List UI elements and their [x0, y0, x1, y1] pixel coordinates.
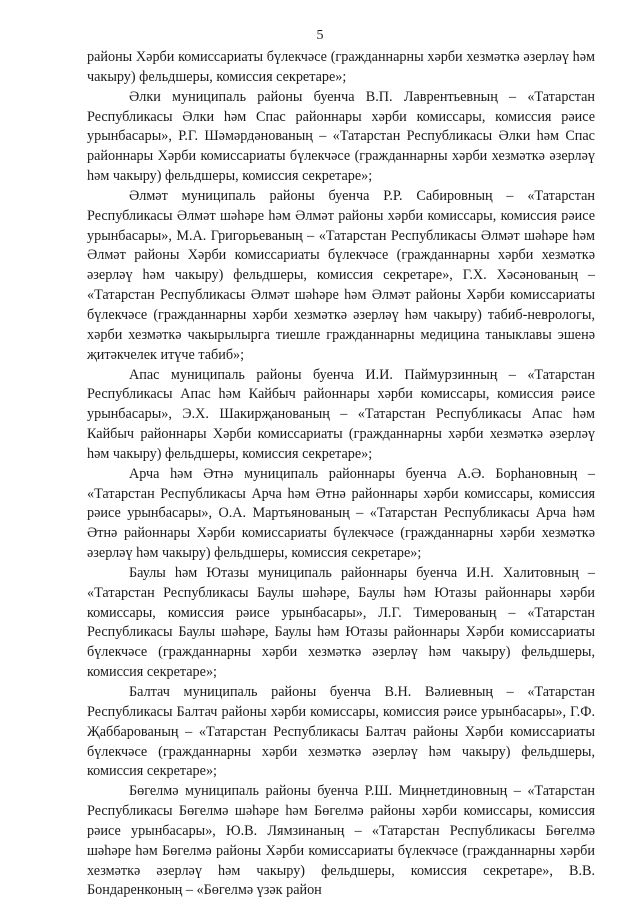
document-body [87, 48, 595, 901]
page-number: 5 [316, 28, 324, 43]
paragraph-bauly-yutazy-districts: Баулы һәм Ютазы муниципаль районнары буенча И.Н. Халитовның – «Татарстан Республикасы Баулы шәһәре, Баулы һәм Ютазы районнары хәрби комиссары, комиссия рәисе урынбасары», Л.Г. Тимерованың – «Татарстан Республикасы Баулы шәһәре, Баулы һәм Ютазы районнары Хәрби комиссариаты бүлекчәсе (гражданнарны хәрби хезмәткә әзерләү һәм чакыру) фельдшеры, комиссия секретаре»; [87, 564, 595, 681]
paragraph-apas-district: Апас муниципаль районы буенча И.И. Паймурзинның – «Татарстан Республикасы Апас һәм Кайбыч районнары хәрби комиссары, комиссия рәисе урынбасары», Э.Х. Шакирҗанованың – «Татарстан Республикасы Апас һәм Кайбыч районнары Хәрби комиссариаты (гражданнарны хәрби хезмәткә әзерләү һәм чакыру) фельдшеры, комиссия секретаре»; [87, 366, 595, 462]
paragraph-baltach-district: Балтач муниципаль районы буенча В.Н. Вәлиевның – «Татарстан Республикасы Балтач районы хәрби комиссары, комиссия рәисе урынбасары», Г.Ф. Җаббарованың – «Татарстан Республикасы Балтач районы Хәрби комиссариаты бүлекчәсе (гражданнарны хәрби хезмәткә әзерләү һәм чакыру) фельдшеры, комиссия секретаре»; [87, 684, 595, 780]
paragraph-archa-atna-districts: Арча һәм Әтнә муниципаль районнары буенча А.Ә. Борһановның – «Татарстан Республикасы Арча һәм Әтнә районнары хәрби комиссары, комиссия рәисе урынбасары», О.А. Мартьянованың – «Татарстан Республикасы Арча һәм Әтнә районнары Хәрби комиссариаты бүлекчәсе (гражданнарны хәрби хезмәткә әзерләү һәм чакыру) фельдшеры, комиссия секретаре»; [87, 465, 595, 562]
paragraph-alki-district: Әлки муниципаль районы буенча В.П. Лаврентьевның – «Татарстан Республикасы Әлки һәм Спас районнары хәрби комиссары, комиссия рәисе урынбасары», Р.Г. Шәмәрдәнованың – «Татарстан Республикасы Әлки һәм Спас районнары Хәрби комиссариаты бүлекчәсе (гражданнарны хәрби хезмәткә әзерләү һәм чакыру) фельдшеры, комиссия секретаре»; [87, 88, 595, 185]
paragraph-almet-district: Әлмәт муниципаль районы буенча Р.Р. Сабировның – «Татарстан Республикасы Әлмәт шәһәре һәм Әлмәт районы хәрби комиссары, комиссия рәисе урынбасары», М.А. Григорьеваның – «Татарстан Республикасы Әлмәт шәһәре һәм Әлмәт районы Хәрби комиссариаты бүлекчәсе (гражданнарны хәрби хезмәткә әзерләү һәм чакыру) фельдшеры, комиссия секретаре», Г.Х. Хәсәнованың – «Татарстан Республикасы Әлмәт шәһәре һәм Әлмәт районы Хәрби комиссариаты бүлекчәсе (гражданнарны хәрби хезмәткә әзерләү һәм чакыру) табиб-неврологы, хәрби хезмәткә чакырылырга тиешле гражданнарны медицина таныклавы эшенә җитәкчелек итүче табиб»; [87, 187, 595, 363]
paragraph-continuation: районы Хәрби комиссариаты бүлекчәсе (гражданнарны хәрби хезмәткә әзерләү һәм чакыру) фельдшеры, комиссия секретаре»; [87, 49, 595, 85]
paragraph-bugelma-district: Бөгелмә муниципаль районы буенча Р.Ш. Миңнетдиновның – «Татарстан Республикасы Бөгелмә шәһәре һәм Бөгелмә районы хәрби комиссары, комиссия рәисе урынбасары», Ю.В. Лямзинаның – «Татарстан Республикасы Бөгелмә шәһәре һәм Бөгелмә районы Хәрби комиссариаты бүлекчәсе (гражданнарны хәрби хезмәткә әзерләү һәм чакыру) фельдшеры, комиссия секретаре», В.В. Бондаренконың – «Бөгелмә үзәк район [87, 783, 595, 899]
